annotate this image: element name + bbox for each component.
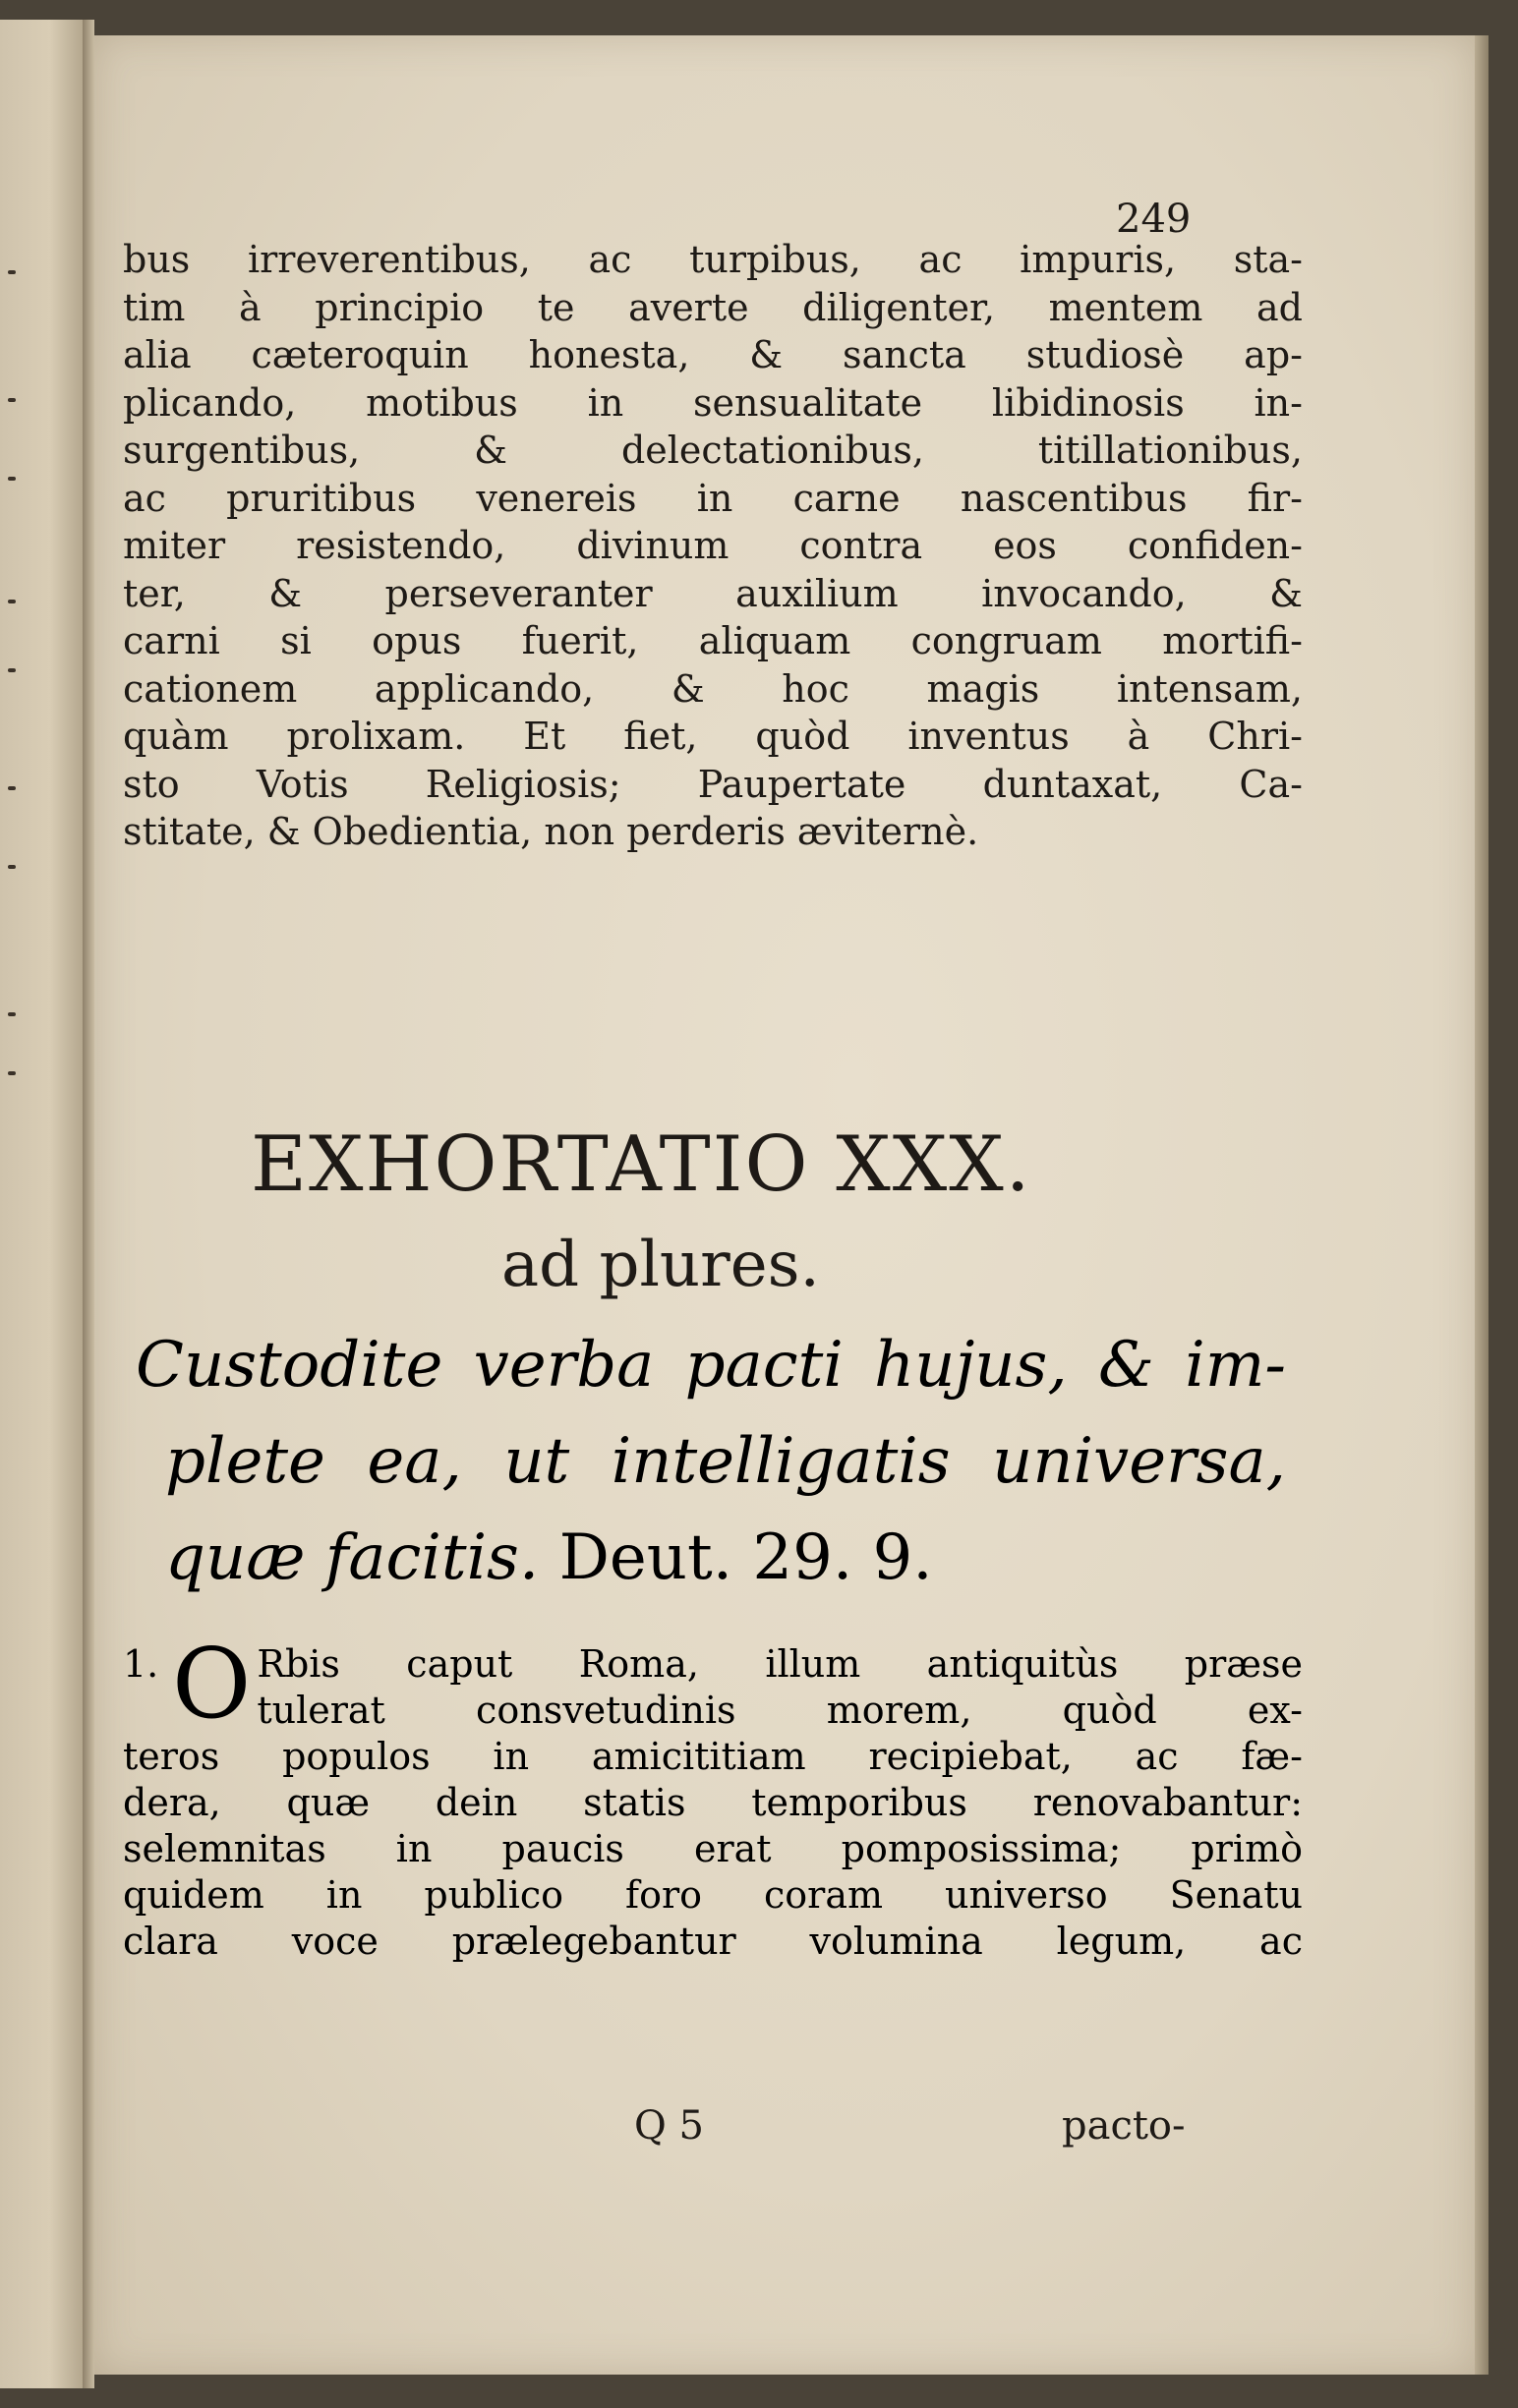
scripture-quote (136, 1317, 1286, 1606)
text-line: carni si opus fuerit, aliquam congruam mortifi- (123, 619, 1303, 662)
text-line: ac pruritibus venereis in carne nascentibus fir- (123, 476, 1303, 520)
text-line: tim à principio te averte diligenter, mentem ad (123, 285, 1303, 329)
text-line: Rbis caput Roma, illum antiquitùs præse (257, 1642, 1303, 1686)
scripture-line: quæ facitis. (165, 1521, 540, 1594)
text-line: cationem applicando, & hoc magis intensam, (123, 666, 1303, 711)
text-line: selemnitas in paucis erat pomposissima; primò (123, 1827, 1303, 1870)
drop-cap: O (172, 1629, 252, 1741)
facing-page-edge (0, 20, 83, 2388)
signature-mark: Q 5 (634, 2103, 704, 2149)
text-line: quàm prolixam. Et fiet, quòd inventus à Chri- (123, 715, 1303, 758)
paragraph-continued (123, 236, 1303, 856)
opening-lines (257, 1641, 1303, 1734)
scripture-reference: Deut. 29. 9. (558, 1521, 933, 1594)
scripture-line-final (136, 1510, 1286, 1606)
text-line: clara voce prælegebantur volumina legum, ac (123, 1920, 1303, 1963)
text-line: alia cæteroquin honesta, & sancta studiosè ap- (123, 333, 1303, 376)
scripture-line: plete ea, ut intelligatis universa, (165, 1425, 1286, 1498)
text-line: dera, quæ dein statis temporibus renovabantur: (123, 1781, 1303, 1824)
paragraph-opening (123, 1629, 1303, 1741)
text-line: ter, & perseveranter auxilium invocando, & (123, 571, 1303, 615)
text-line: tulerat consvetudinis morem, quòd ex- (257, 1689, 1303, 1732)
catchword: pacto- (1062, 2103, 1186, 2149)
page-number: 249 (1116, 197, 1192, 242)
scripture-line: Custodite verba pacti hujus, & im- (136, 1329, 1286, 1402)
text-line: miter resistendo, divinum contra eos confiden- (123, 524, 1303, 567)
paragraph-1 (123, 1629, 1303, 1965)
exhortation-subheading: ad plures. (501, 1229, 820, 1301)
text-line: stitate, & Obedientia, non perderis æviternè. (123, 810, 979, 853)
paragraph-number: 1. (123, 1642, 159, 1686)
text-line: teros populos in amicititiam recipiebat, ac fæ- (123, 1735, 1303, 1778)
book-gutter (83, 20, 94, 2388)
text-line: sto Votis Religiosis; Paupertate duntaxat, Ca- (123, 762, 1303, 806)
exhortation-heading: EXHORTATIO XXX. (251, 1120, 1032, 1209)
text-line: quidem in publico foro coram universo Senatu (123, 1873, 1303, 1917)
text-line: bus irreverentibus, ac turpibus, ac impuris, sta- (123, 238, 1303, 281)
text-line: plicando, motibus in sensualitate libidinosis in- (123, 380, 1303, 425)
page-edge (1475, 35, 1489, 2375)
text-line: surgentibus, & delectationibus, titillationibus, (123, 429, 1303, 472)
